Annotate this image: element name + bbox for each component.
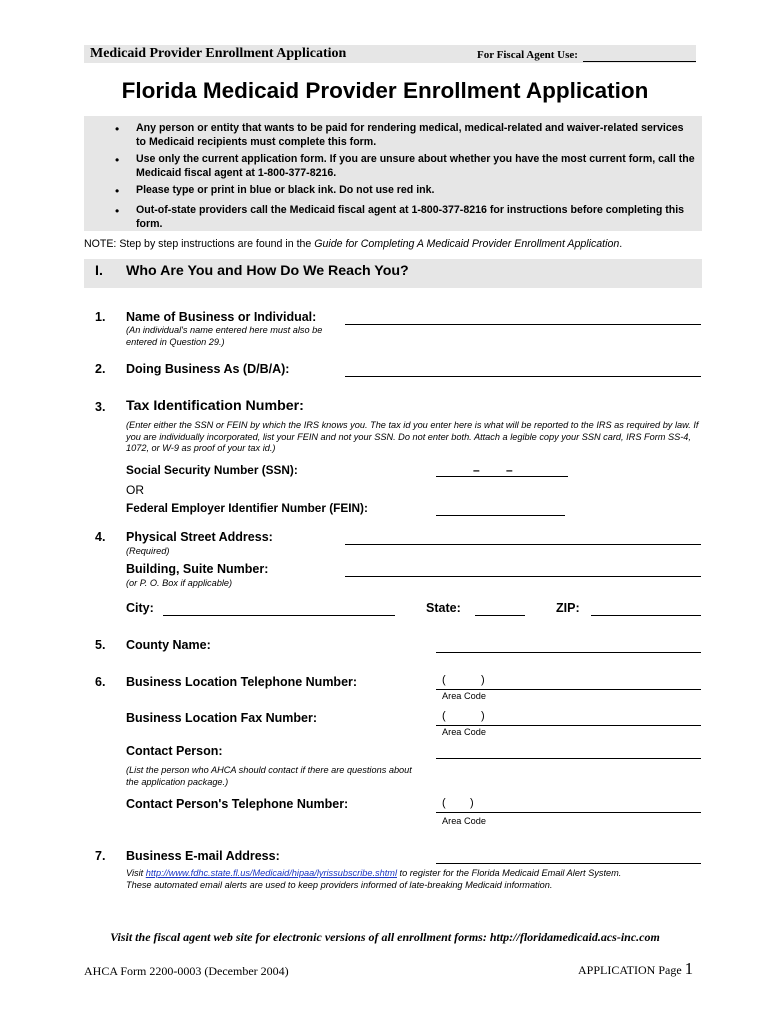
note-suffix: .: [619, 238, 623, 250]
tax-id-label: Tax Identification Number:: [126, 398, 304, 414]
zip-field[interactable]: [591, 615, 701, 616]
dba-label: Doing Business As (D/B/A):: [126, 362, 290, 376]
note: [84, 238, 622, 250]
footer-page-indicator: [578, 959, 693, 979]
business-fax-label: Business Location Fax Number:: [126, 711, 318, 725]
email-label: Business E-mail Address:: [126, 849, 280, 863]
email-alert-line2: These automated email alerts are used to keep providers informed of late-breaking Medicaid information.: [126, 879, 553, 890]
question-number: 1.: [95, 310, 106, 324]
note-guide-title: Guide for Completing A Medicaid Provider Enrollment Application: [314, 238, 620, 250]
area-code-open-paren: (: [442, 797, 446, 809]
fiscal-agent-use-label: For Fiscal Agent Use:: [477, 49, 578, 61]
ssn-separator: –: [506, 463, 513, 477]
area-code-open-paren: (: [442, 674, 446, 686]
email-alert-note: [126, 868, 702, 891]
area-code-caption: Area Code: [442, 816, 486, 826]
ssn-label: Social Security Number (SSN):: [126, 463, 298, 477]
state-field[interactable]: [475, 615, 525, 616]
section-number: I.: [95, 263, 103, 279]
fein-field[interactable]: [436, 515, 565, 516]
building-suite-label: Building, Suite Number:: [126, 562, 269, 576]
business-name-label: Name of Business or Individual:: [126, 310, 317, 324]
business-name-hint: (An individual's name entered here must also be entered in Question 29.): [126, 325, 323, 347]
bullet-dot-icon: •: [115, 204, 120, 218]
bullet-dot-icon: •: [115, 153, 120, 167]
footer-form-id: AHCA Form 2200-0003 (December 2004): [84, 964, 289, 978]
area-code-open-paren: (: [442, 710, 446, 722]
instruction-text: Out-of-state providers call the Medicaid fiscal agent at 1-800-377-8216 for instructions before completing this form.: [136, 204, 685, 230]
email-visit-text: Visit: [126, 868, 146, 878]
instruction-text: Use only the current application form. If you are unsure about whether you have the most current form, call the Medicaid fiscal agent at 1-800-377-8216.: [136, 153, 695, 179]
ssn-field[interactable]: [436, 476, 568, 477]
footer-page-number: 1: [684, 959, 694, 978]
street-address-label: Physical Street Address:: [126, 530, 273, 544]
contact-phone-label: Contact Person's Telephone Number:: [126, 797, 349, 811]
contact-person-field[interactable]: [436, 758, 701, 759]
fiscal-agent-use-field[interactable]: [583, 61, 696, 62]
area-code-close-paren: ): [470, 797, 474, 809]
contact-person-label: Contact Person:: [126, 744, 223, 758]
street-address-field[interactable]: [345, 544, 701, 545]
or-text: OR: [126, 483, 144, 497]
email-after-link-text: to register for the Florida Medicaid Email Alert System.: [396, 868, 622, 878]
bullet-dot-icon: •: [115, 122, 120, 136]
tax-id-hint: (Enter either the SSN or FEIN by which the IRS knows you. The tax id you enter here is what will be reported to the IRS as required by law. If you are individually incorporated, list your FEIN and not your SSN. Do not enter both. Attach a legible copy your SSN card, IRS Form SS-4, 1072, or W-9 as proof of your tax id.): [126, 420, 699, 453]
question-number: 7.: [95, 849, 106, 863]
zip-label: ZIP:: [556, 601, 580, 615]
question-number: 6.: [95, 675, 106, 689]
area-code-close-paren: ): [481, 710, 485, 722]
city-field[interactable]: [163, 615, 395, 616]
building-suite-hint: (or P. O. Box if applicable): [126, 578, 233, 588]
email-subscribe-link[interactable]: http://www.fdhc.state.fl.us/Medicaid/hipaa/lyrissubscribe.shtml: [145, 868, 397, 878]
dba-field[interactable]: [345, 376, 701, 377]
area-code-close-paren: ): [481, 674, 485, 686]
building-suite-field[interactable]: [345, 576, 701, 577]
footer-page-label: APPLICATION Page: [578, 963, 685, 977]
business-phone-field[interactable]: [436, 689, 701, 690]
contact-phone-field[interactable]: [436, 812, 701, 813]
section-title: Who Are You and How Do We Reach You?: [126, 263, 409, 279]
question-number: 5.: [95, 638, 106, 652]
footer-website-notice: Visit the fiscal agent web site for electronic versions of all enrollment forms: http://floridamedicaid.acs-inc.com: [110, 930, 660, 944]
contact-person-hint: (List the person who AHCA should contact if there are questions about the application package.): [126, 765, 412, 787]
business-fax-field[interactable]: [436, 725, 701, 726]
fein-label: Federal Employer Identifier Number (FEIN):: [126, 501, 368, 515]
county-field[interactable]: [436, 652, 701, 653]
state-label: State:: [426, 601, 461, 615]
city-label: City:: [126, 601, 154, 615]
question-number: 2.: [95, 362, 106, 376]
instruction-text: Any person or entity that wants to be paid for rendering medical, medical-related and waiver-related services to Medicaid recipients must complete this form.: [136, 122, 684, 148]
page-title: Florida Medicaid Provider Enrollment Application: [121, 78, 649, 103]
street-address-required: (Required): [126, 546, 170, 556]
instructions-box: [84, 116, 702, 231]
area-code-caption: Area Code: [442, 691, 486, 701]
question-number: 3.: [95, 400, 106, 414]
note-prefix: NOTE: Step by step instructions are found in the: [84, 238, 315, 250]
instruction-text: Please type or print in blue or black ink. Do not use red ink.: [136, 184, 435, 196]
area-code-caption: Area Code: [442, 727, 486, 737]
email-field[interactable]: [436, 863, 701, 864]
business-name-field[interactable]: [345, 324, 701, 325]
bullet-dot-icon: •: [115, 184, 120, 198]
header-form-name: Medicaid Provider Enrollment Application: [90, 46, 347, 61]
business-phone-label: Business Location Telephone Number:: [126, 675, 358, 689]
county-label: County Name:: [126, 638, 211, 652]
ssn-separator: –: [473, 463, 480, 477]
question-number: 4.: [95, 530, 106, 544]
